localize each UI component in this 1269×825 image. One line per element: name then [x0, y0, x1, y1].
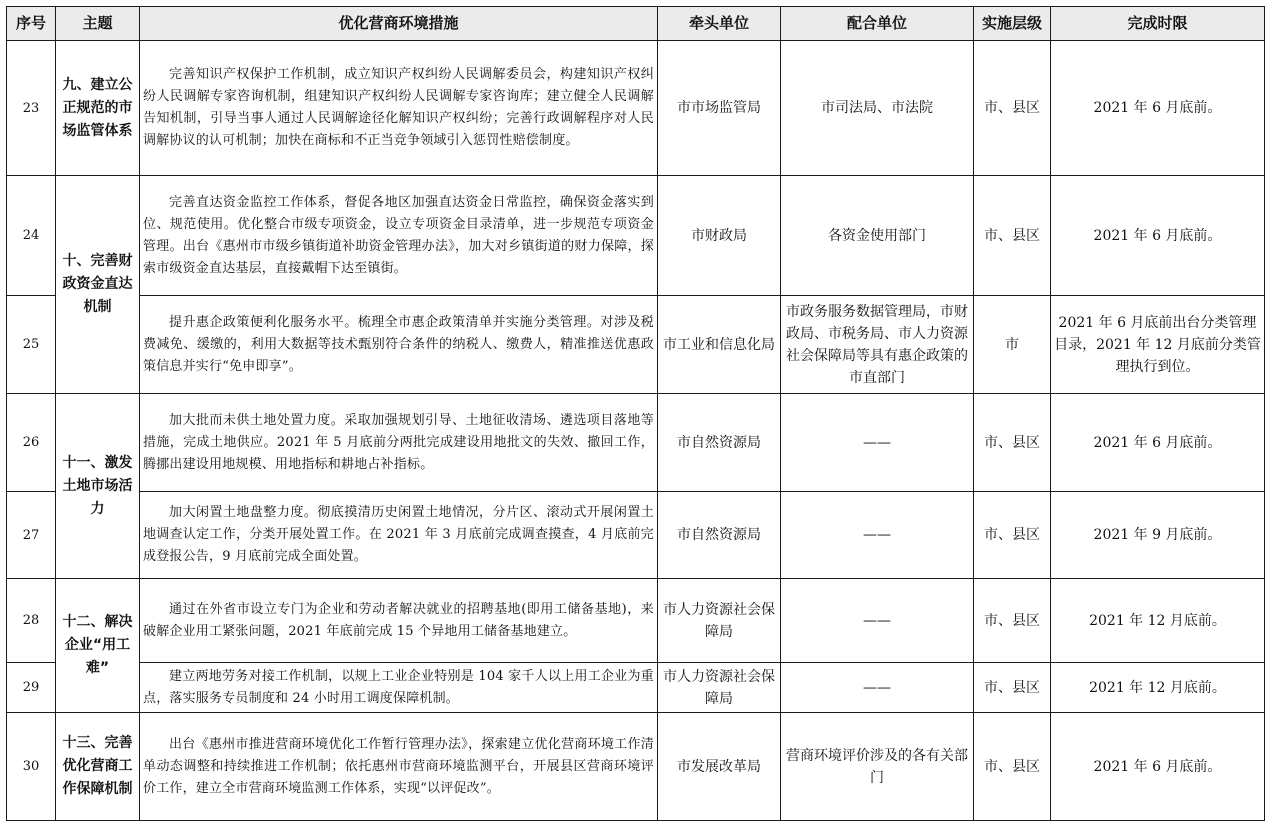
coop-unit: 营商环境评价涉及的各有关部门	[781, 713, 974, 821]
table-row	[7, 394, 1265, 492]
deadline: 2021 年 6 月底前。	[1051, 713, 1265, 821]
header-deadline: 完成时限	[1051, 7, 1265, 41]
measure-text: 建立两地劳务对接工作机制，以规上工业企业特别是 104 家千人以上用工企业为重点，落实服务专员制度和 24 小时用工调度保障机制。	[143, 668, 654, 706]
header-measure: 优化营商环境措施	[140, 7, 658, 41]
topic-cell: 九、建立公正规范的市场监管体系	[56, 41, 140, 176]
lead-unit: 市工业和信息化局	[658, 296, 781, 394]
coop-unit: 市政务服务数据管理局，市财政局、市税务局、市人力资源社会保障局等具有惠企政策的市直部门	[781, 296, 974, 394]
coop-unit: 各资金使用部门	[781, 176, 974, 296]
row-number: 29	[7, 663, 56, 713]
impl-level: 市、县区	[974, 176, 1051, 296]
topic-cell: 十一、激发土地市场活力	[56, 394, 140, 579]
lead-unit: 市人力资源社会保障局	[658, 663, 781, 713]
impl-level: 市、县区	[974, 492, 1051, 579]
lead-unit: 市自然资源局	[658, 394, 781, 492]
topic-cell: 十三、完善优化营商工作保障机制	[56, 713, 140, 821]
deadline: 2021 年 9 月底前。	[1051, 492, 1265, 579]
table-row	[7, 492, 1265, 579]
lead-unit: 市市场监管局	[658, 41, 781, 176]
row-number: 28	[7, 579, 56, 663]
impl-level: 市、县区	[974, 394, 1051, 492]
measure-text: 出台《惠州市推进营商环境优化工作暂行管理办法》，探索建立优化营商环境工作清单动态调整和持续推进工作机制；依托惠州市营商环境监测平台，开展县区营商环境评价工作，建立全市营商环境监测工作体系，实现“以评促改”。	[143, 736, 654, 796]
row-number: 25	[7, 296, 56, 394]
row-number: 30	[7, 713, 56, 821]
topic-cell: 十二、解决企业“用工难”	[56, 579, 140, 713]
table-row	[7, 579, 1265, 663]
measure-text: 提升惠企政策便利化服务水平。梳理全市惠企政策清单并实施分类管理。对涉及税费减免、缓缴的，利用大数据等技术甄别符合条件的纳税人、缴费人，精准推送优惠政策信息并实行“免申即享”。	[143, 314, 654, 374]
table-row	[7, 713, 1265, 821]
table-row	[7, 663, 1265, 713]
measure-cell	[140, 296, 658, 394]
coop-unit: ——	[781, 394, 974, 492]
impl-level: 市、县区	[974, 663, 1051, 713]
header-coop: 配合单位	[781, 7, 974, 41]
header-no: 序号	[7, 7, 56, 41]
coop-unit: 市司法局、市法院	[781, 41, 974, 176]
table-row	[7, 41, 1265, 176]
row-number: 26	[7, 394, 56, 492]
deadline: 2021 年 6 月底前出台分类管理目录，2021 年 12 月底前分类管理执行到位。	[1051, 296, 1265, 394]
policy-table	[6, 6, 1265, 821]
impl-level: 市、县区	[974, 41, 1051, 176]
lead-unit: 市自然资源局	[658, 492, 781, 579]
lead-unit: 市人力资源社会保障局	[658, 579, 781, 663]
impl-level: 市	[974, 296, 1051, 394]
header-topic: 主题	[56, 7, 140, 41]
measure-cell	[140, 394, 658, 492]
measure-cell	[140, 713, 658, 821]
measure-cell	[140, 579, 658, 663]
table-row	[7, 176, 1265, 296]
measure-cell	[140, 41, 658, 176]
impl-level: 市、县区	[974, 579, 1051, 663]
table-row	[7, 296, 1265, 394]
coop-unit: ——	[781, 492, 974, 579]
measure-text: 加大批而未供土地处置力度。采取加强规划引导、土地征收清场、遴选项目落地等措施，完成土地供应。2021 年 5 月底前分两批完成建设用地批文的失效、撤回工作，腾挪出建设用地规模、用地指标和耕地占补指标。	[143, 412, 654, 472]
header-row	[7, 7, 1265, 41]
deadline: 2021 年 6 月底前。	[1051, 176, 1265, 296]
impl-level: 市、县区	[974, 713, 1051, 821]
coop-unit: ——	[781, 663, 974, 713]
lead-unit: 市财政局	[658, 176, 781, 296]
measure-text: 加大闲置土地盘整力度。彻底摸清历史闲置土地情况，分片区、滚动式开展闲置土地调查认定工作，分类开展处置工作。在 2021 年 3 月底前完成调查摸查，4 月底前完成登报公告，9 月底前完成全面处置。	[143, 505, 654, 564]
row-number: 24	[7, 176, 56, 296]
measure-cell	[140, 663, 658, 713]
header-lead: 牵头单位	[658, 7, 781, 41]
measure-text: 完善直达资金监控工作体系，督促各地区加强直达资金日常监控，确保资金落实到位、规范使用。优化整合市级专项资金，设立专项资金目录清单，进一步规范专项资金管理。出台《惠州市市级乡镇街道补助资金管理办法》，加大对乡镇街道的财力保障，探索市级资金直达基层，直接戴帽下达至镇街。	[143, 194, 654, 276]
deadline: 2021 年 12 月底前。	[1051, 663, 1265, 713]
lead-unit: 市发展改革局	[658, 713, 781, 821]
measure-cell	[140, 492, 658, 579]
measure-cell	[140, 176, 658, 296]
deadline: 2021 年 6 月底前。	[1051, 41, 1265, 176]
topic-cell: 十、完善财政资金直达机制	[56, 176, 140, 394]
deadline: 2021 年 6 月底前。	[1051, 394, 1265, 492]
row-number: 23	[7, 41, 56, 176]
deadline: 2021 年 12 月底前。	[1051, 579, 1265, 663]
coop-unit: ——	[781, 579, 974, 663]
header-level: 实施层级	[974, 7, 1051, 41]
measure-text: 通过在外省市设立专门为企业和劳动者解决就业的招聘基地(即用工储备基地)，来破解企业用工紧张问题，2021 年底前完成 15 个异地用工储备基地建立。	[143, 601, 654, 639]
measure-text: 完善知识产权保护工作机制，成立知识产权纠纷人民调解委员会，构建知识产权纠纷人民调解专家咨询机制，组建知识产权纠纷人民调解专家咨询库；建立健全人民调解告知机制，引导当事人通过人民调解途径化解知识产权纠纷；完善行政调解程序对人民调解协议的认可机制；加快在商标和不正当竞争领域引入惩罚性赔偿制度。	[143, 67, 654, 148]
row-number: 27	[7, 492, 56, 579]
